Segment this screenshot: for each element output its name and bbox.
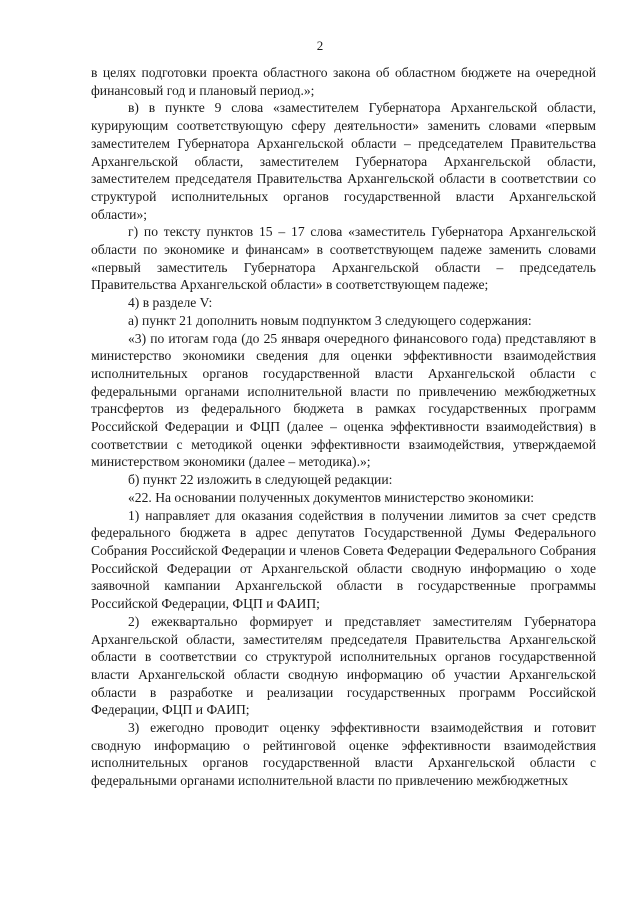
paragraph: 1) направляет для оказания содействия в получении лимитов за счет средств федерального бюджета в адрес депутатов Государственной Думы Федерального Собрания Российской Федерации и членов Совета Федерации Федерального Собрания Российской Федерации от Архангельской области сводную информацию о ходе заявочной кампании Архангельской области в государственные программы Российской Федерации, ФЦП и ФАИП; [91,507,596,612]
paragraph: в) в пункте 9 слова «заместителем Губернатора Архангельской области, курирующим соответствующую сферу деятельности» заменить словами «первым заместителем Губернатора Архангельской области – председателем Правительства Архангельской области, заместителем Губернатора Архангельской области, заместителем председателя Правительства Архангельской области в соответствии со структурой исполнительных органов государственной власти Архангельской области»; [91,100,596,222]
paragraph: «22. На основании полученных документов министерство экономики: [128,489,535,505]
page-number: 2 [316,38,324,53]
paragraph: а) пункт 21 дополнить новым подпунктом 3 следующего содержания: [128,312,532,328]
paragraph: «3) по итогам года (до 25 января очередного финансового года) представляют в министерство экономики сведения для оценки эффективности взаимодействия исполнительных органов государственной власти Архангельской области с федеральными органами исполнительной власти по привлечению межбюджетных трансфертов из федерального бюджета в рамках государственных программ Российской Федерации и ФЦП (далее – оценка эффективности взаимодействия) в соответствии с методикой оценки эффективности взаимодействия, утверждаемой министерством экономики (далее – методика).»; [91,330,596,470]
paragraph: б) пункт 22 изложить в следующей редакции: [128,472,393,488]
paragraph: 4) в разделе V: [128,295,213,311]
document-body [91,64,596,790]
paragraph: 2) ежеквартально формирует и представляет заместителям Губернатора Архангельской области, заместителям председателя Правительства Архангельской области в соответствии со структурой исполнительных органов государственной власти Архангельской области сводную информацию об участии Архангельской области в разработке и реализации государственных программ Российской Федерации, ФЦП и ФАИП; [91,613,596,718]
paragraph: г) по тексту пунктов 15 – 17 слова «заместитель Губернатора Архангельской области по экономике и финансам» в соответствующем падеже заменить словами «первый заместитель Губернатора Архангельской области – председатель Правительства Архангельской области» в соответствующем падеже; [91,224,596,293]
paragraph: в целях подготовки проекта областного закона об областном бюджете на очередной финансовый год и плановый период.»; [91,65,596,98]
paragraph: 3) ежегодно проводит оценку эффективности взаимодействия и готовит сводную информацию о рейтинговой оценке эффективности взаимодействия исполнительных органов государственной власти Архангельской области с федеральными органами исполнительной власти по привлечению межбюджетных [91,720,596,789]
